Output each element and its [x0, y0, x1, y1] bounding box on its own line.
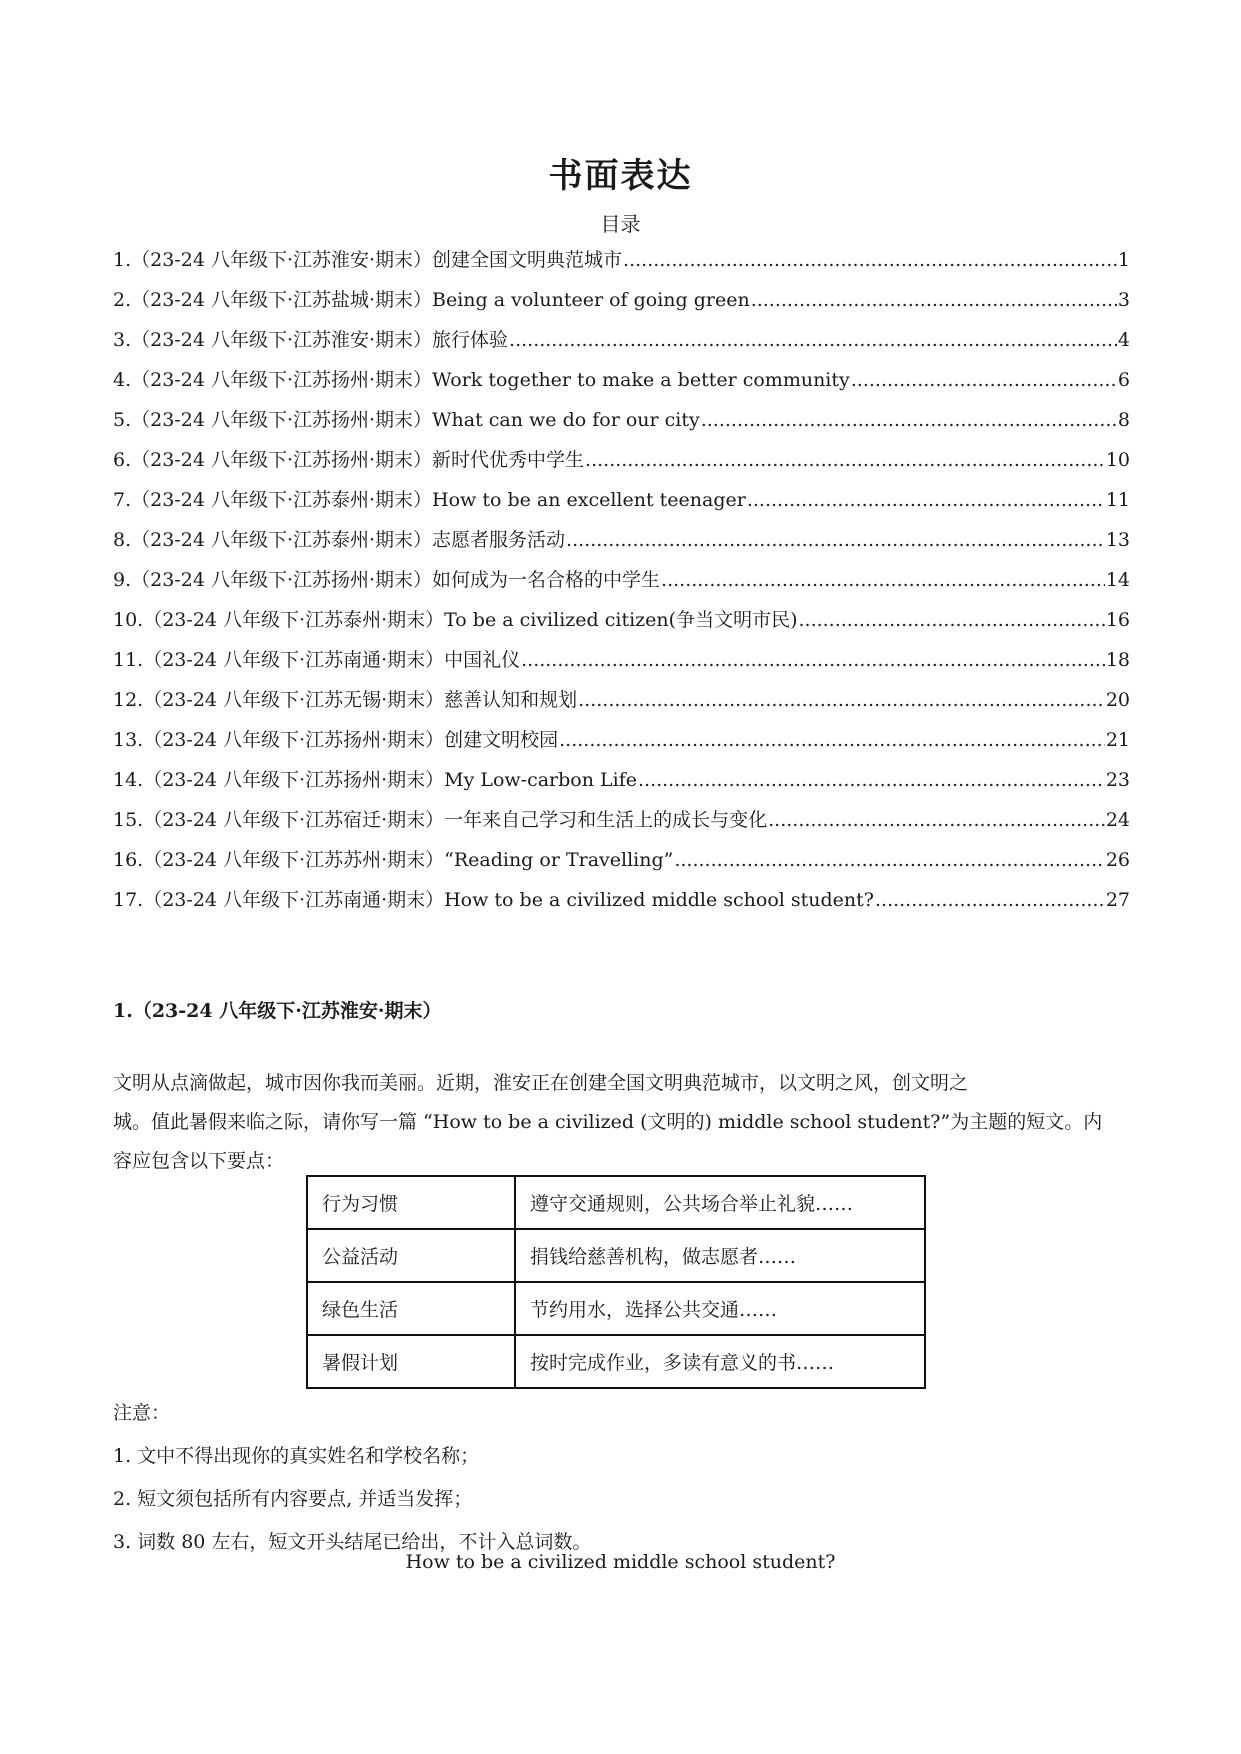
toc-entry-page: 6	[1117, 369, 1130, 391]
toc-leader-dots	[768, 809, 1105, 831]
toc-entry-label: 8.（23-24 八年级下·江苏泰州·期末）志愿者服务活动	[113, 529, 566, 551]
toc-entry-label: 15.（23-24 八年级下·江苏宿迁·期末）一年来自己学习和生活上的成长与变化	[113, 809, 768, 831]
toc-leader-dots	[585, 449, 1105, 471]
toc-entry-page: 13	[1105, 529, 1130, 551]
toc-entry-page: 18	[1105, 649, 1130, 671]
table-row	[307, 1335, 925, 1388]
document-title: 书面表达	[548, 156, 693, 196]
toc-entry[interactable]	[113, 445, 1130, 485]
toc-entry-label: 5.（23-24 八年级下·江苏扬州·期末）What can we do for our city	[113, 409, 700, 431]
toc-leader-dots	[674, 849, 1104, 871]
toc-entry-label: 16.（23-24 八年级下·江苏苏州·期末）“Reading or Travelling”	[113, 849, 674, 871]
toc-leader-dots	[661, 569, 1105, 591]
toc-entry-label: 13.（23-24 八年级下·江苏扬州·期末）创建文明校园	[113, 729, 559, 751]
toc-entry[interactable]	[113, 565, 1130, 605]
toc-entry[interactable]	[113, 245, 1130, 285]
table-cell-topic: 行为习惯	[307, 1176, 515, 1229]
table-row	[307, 1229, 925, 1282]
section-heading: 1.（23-24 八年级下·江苏淮安·期末）	[113, 1000, 442, 1022]
toc-entry-page: 14	[1105, 569, 1130, 591]
points-table	[306, 1175, 926, 1389]
table-cell-detail: 遵守交通规则，公共场合举止礼貌……	[515, 1176, 925, 1229]
notes-block	[113, 1392, 591, 1564]
table-cell-topic: 暑假计划	[307, 1335, 515, 1388]
toc-entry[interactable]	[113, 405, 1130, 445]
toc-leader-dots	[521, 649, 1105, 671]
toc-leader-dots	[875, 889, 1105, 911]
note-item: 2. 短文须包括所有内容要点, 并适当发挥；	[113, 1488, 473, 1510]
intro-line: 文明从点滴做起，城市因你我而美丽。近期，淮安正在创建全国文明典范城市，以文明之风，创文明之	[113, 1072, 969, 1094]
toc-leader-dots	[638, 769, 1105, 791]
toc-entry-label: 10.（23-24 八年级下·江苏泰州·期末）To be a civilized citizen(争当文明市民)	[113, 609, 798, 631]
table-cell-detail: 按时完成作业，多读有意义的书……	[515, 1335, 925, 1388]
table-cell-topic: 绿色生活	[307, 1282, 515, 1335]
toc-entry-label: 1.（23-24 八年级下·江苏淮安·期末）创建全国文明典范城市	[113, 249, 623, 271]
toc-entry-label: 11.（23-24 八年级下·江苏南通·期末）中国礼仪	[113, 649, 521, 671]
toc-leader-dots	[751, 289, 1117, 311]
question-intro	[113, 1064, 1130, 1181]
toc-entry-page: 21	[1105, 729, 1130, 751]
toc-leader-dots	[798, 609, 1104, 631]
toc-entry-page: 1	[1117, 249, 1130, 271]
toc-entry-label: 4.（23-24 八年级下·江苏扬州·期末）Work together to make a better community	[113, 369, 850, 391]
toc-entry-page: 10	[1105, 449, 1130, 471]
toc-entry[interactable]	[113, 805, 1130, 845]
toc-entry-label: 17.（23-24 八年级下·江苏南通·期末）How to be a civilized middle school student?	[113, 889, 874, 911]
note-item: 3. 词数 80 左右，短文开头结尾已给出，不计入总词数。	[113, 1531, 592, 1553]
toc-entry-page: 26	[1105, 849, 1130, 871]
table-cell-topic: 公益活动	[307, 1229, 515, 1282]
toc-entry-page: 23	[1105, 769, 1130, 791]
toc-leader-dots	[559, 729, 1105, 751]
table-cell-detail: 捐钱给慈善机构，做志愿者……	[515, 1229, 925, 1282]
table-row	[307, 1282, 925, 1335]
note-item: 1. 文中不得出现你的真实姓名和学校名称；	[113, 1445, 480, 1467]
toc-entry[interactable]	[113, 645, 1130, 685]
toc-entry[interactable]	[113, 725, 1130, 765]
toc-leader-dots	[623, 249, 1117, 271]
toc-entry-label: 9.（23-24 八年级下·江苏扬州·期末）如何成为一名合格的中学生	[113, 569, 661, 591]
toc-entry-label: 14.（23-24 八年级下·江苏扬州·期末）My Low-carbon Life	[113, 769, 637, 791]
toc-entry-page: 8	[1117, 409, 1130, 431]
toc-entry-label: 7.（23-24 八年级下·江苏泰州·期末）How to be an excellent teenager	[113, 489, 746, 511]
intro-line: 城。值此暑假来临之际，请你写一篇 “How to be a civilized (文明的) middle school student?”为主题的短文。内	[113, 1111, 1103, 1133]
toc-entry-page: 16	[1105, 609, 1130, 631]
toc-leader-dots	[578, 689, 1105, 711]
toc-leader-dots	[566, 529, 1105, 551]
toc-entry[interactable]	[113, 485, 1130, 525]
toc-heading: 目录	[600, 212, 641, 236]
toc-leader-dots	[851, 369, 1117, 391]
toc-entry-label: 2.（23-24 八年级下·江苏盐城·期末）Being a volunteer of going green	[113, 289, 750, 311]
toc-entry-page: 4	[1117, 329, 1130, 351]
toc-entry[interactable]	[113, 285, 1130, 325]
toc-entry[interactable]	[113, 325, 1130, 365]
toc-entry[interactable]	[113, 605, 1130, 645]
toc-entry-label: 6.（23-24 八年级下·江苏扬州·期末）新时代优秀中学生	[113, 449, 585, 471]
table-of-contents	[113, 245, 1130, 925]
toc-entry[interactable]	[113, 885, 1130, 925]
table-row	[307, 1176, 925, 1229]
table-cell-detail: 节约用水，选择公共交通……	[515, 1282, 925, 1335]
toc-entry[interactable]	[113, 765, 1130, 805]
toc-entry-label: 3.（23-24 八年级下·江苏淮安·期末）旅行体验	[113, 329, 509, 351]
essay-title: How to be a civilized middle school student?	[405, 1551, 836, 1573]
toc-entry-page: 3	[1117, 289, 1130, 311]
toc-entry-page: 24	[1105, 809, 1130, 831]
toc-entry[interactable]	[113, 365, 1130, 405]
toc-leader-dots	[701, 409, 1117, 431]
intro-line: 容应包含以下要点：	[113, 1150, 285, 1172]
toc-leader-dots	[747, 489, 1105, 511]
toc-entry-label: 12.（23-24 八年级下·江苏无锡·期末）慈善认知和规划	[113, 689, 578, 711]
toc-leader-dots	[509, 329, 1117, 351]
toc-entry[interactable]	[113, 525, 1130, 565]
toc-entry-page: 20	[1105, 689, 1130, 711]
notes-heading: 注意：	[113, 1402, 171, 1424]
toc-entry-page: 11	[1105, 489, 1130, 511]
toc-entry[interactable]	[113, 845, 1130, 885]
toc-entry[interactable]	[113, 685, 1130, 725]
toc-entry-page: 27	[1105, 889, 1130, 911]
